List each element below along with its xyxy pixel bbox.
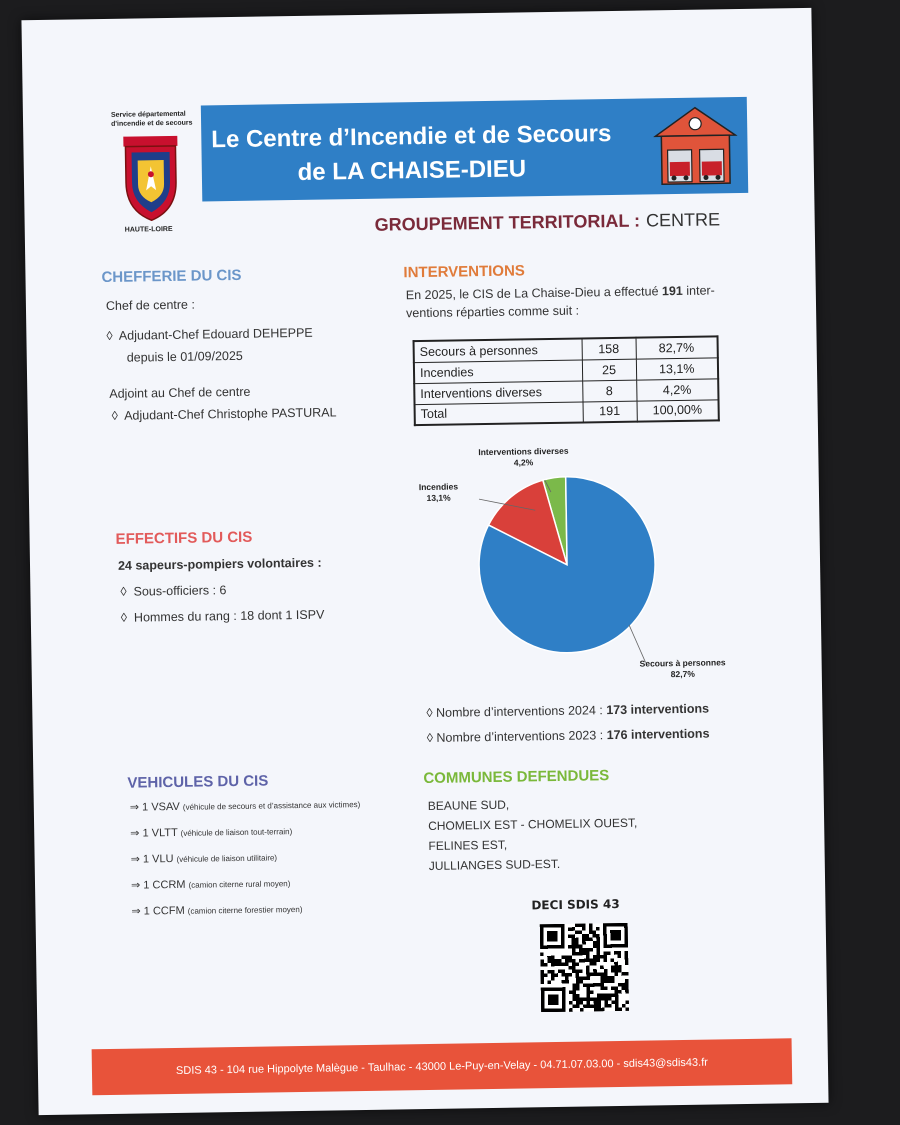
deci-label: DECI SDIS 43 [531,896,620,913]
commune-line: FELINES EST, [428,837,508,853]
vehicules-list [130,797,362,931]
pie-leader-lines [408,439,732,684]
history-2023 [427,725,710,747]
arrow-right-icon: ⇒ [130,879,141,892]
title-banner [201,97,748,202]
commune-line: CHOMELIX EST - CHOMELIX OUEST, [428,815,638,833]
chef-name: Adjudant-Chef Edouard DEHEPPE [118,325,313,343]
list-item [131,849,362,879]
fire-station-icon [653,105,738,186]
row-percent: 82,7% [636,336,718,358]
chef-entry [106,324,313,345]
org-line-2: d'incendie et de secours [111,119,193,128]
vehicules-title: VEHICULES DU CIS [127,772,269,792]
intro-prefix: En 2025, le CIS de La Chaise-Dieu a effectué [405,284,663,303]
effectifs-sous-officiers [120,581,226,601]
effectifs-title: EFFECTIFS DU CIS [115,528,253,548]
arrow-right-icon: ⇒ [130,853,140,866]
pie-category-label: Interventions diverses [478,445,569,458]
vehicle-desc: (véhicule de liaison tout-terrain) [180,827,293,838]
hommes-text: Hommes du rang : 18 dont 1 ISPV [133,607,325,625]
adjoint-label: Adjoint au Chef de centre [109,384,251,401]
history-2024 [426,700,709,722]
row-label: Interventions diverses [414,381,582,405]
vehicle-code: 1 CCRM [143,878,186,892]
diamond-bullet-icon: ◊ [120,584,127,599]
history-2024-label: Nombre d’interventions 2024 : [435,703,607,720]
row-count: 8 [582,380,636,402]
department-label: HAUTE-LOIRE [124,225,173,234]
pie-category-label: Secours à personnes [639,657,726,669]
row-percent: 4,2% [636,378,718,400]
flyer-page [21,8,828,1115]
pie-label-incendies [419,481,459,504]
arrow-right-icon: ⇒ [130,827,140,840]
org-caption [111,109,201,128]
row-count: 25 [582,359,636,381]
vehicle-code: 1 VLTT [142,826,178,840]
arrow-right-icon: ⇒ [129,801,140,814]
intro-suffix: inter- [682,283,715,298]
vehicle-desc: (camion citerne forestier moyen) [187,904,303,916]
title-line-2: de LA CHAISE-DIEU [297,155,527,186]
territorial-value: CENTRE [645,209,721,231]
vehicle-desc: (véhicule de secours et d’assistance aux victimes) [182,800,361,812]
row-percent: 13,1% [636,357,718,379]
effectifs-total: 24 sapeurs-pompiers volontaires : [117,555,322,573]
chef-since: depuis le 01/09/2025 [126,348,243,365]
list-item [130,797,361,827]
vehicle-desc: (camion citerne rural moyen) [188,879,291,890]
pie-value-label: 4,2% [513,457,534,468]
title-line-1: Le Centre d’Incendie et de Secours [211,120,612,154]
qr-code-image[interactable] [540,923,629,1012]
sdis-crest-logo [119,132,182,225]
commune-line: JULLIANGES SUD-EST. [428,856,561,873]
row-label: Incendies [414,360,582,384]
table-row [415,399,719,425]
chef-label: Chef de centre : [105,297,195,313]
list-item [131,875,362,905]
arrow-right-icon: ⇒ [131,905,141,918]
territorial-group [375,209,721,235]
row-percent: 100,00% [636,399,718,421]
row-label: Total [415,402,583,426]
adjoint-name: Adjudant-Chef Christophe PASTURAL [124,405,337,423]
diamond-bullet-icon: ◊ [426,705,433,720]
interventions-title: INTERVENTIONS [403,262,525,282]
history-2024-value: 173 interventions [606,701,710,718]
chefferie-title: CHEFFERIE DU CIS [101,266,242,287]
territorial-label: GROUPEMENT TERRITORIAL : [374,210,641,235]
org-line-1: Service départemental [110,110,186,119]
vehicle-code: 1 VSAV [142,800,180,814]
intro-line-2: ventions réparties comme suit : [405,303,580,321]
diamond-bullet-icon: ◊ [106,328,113,343]
diamond-bullet-icon: ◊ [120,610,128,625]
row-label: Secours à personnes [414,339,582,363]
diamond-bullet-icon: ◊ [111,408,118,423]
adjoint-entry [112,403,337,425]
communes-title: COMMUNES DEFENDUES [423,767,610,788]
sous-officiers-text: Sous-officiers : 6 [133,583,227,599]
effectifs-hommes [121,606,325,627]
row-count: 191 [583,401,637,423]
list-item [130,823,361,853]
vehicle-desc: (véhicule de liaison utilitaire) [176,853,278,864]
banner-title [201,117,622,192]
diamond-bullet-icon: ◊ [426,730,434,745]
pie-value-label: 82,7% [670,668,695,680]
pie-label-diverses [478,446,569,469]
pie-category-label: Incendies [418,481,459,493]
history-2023-label: Nombre d’interventions 2023 : [436,728,607,745]
vehicle-code: 1 CCFM [143,904,185,918]
interventions-intro [406,281,767,323]
history-2023-value: 176 interventions [606,726,710,743]
list-item [131,901,362,931]
commune-line: BEAUNE SUD, [427,797,510,813]
pie-value-label: 13,1% [426,492,451,503]
row-count: 158 [582,338,636,360]
intro-count: 191 [661,283,683,299]
footer-address-bar: SDIS 43 - 104 rue Hippolyte Malègue - Taulhac - 43000 Le-Puy-en-Velay - 04.71.07.03.00 - sdis43@sdis43.fr [92,1038,793,1095]
communes-list [428,793,638,876]
pie-label-secours [640,657,726,680]
vehicle-code: 1 VLU [142,852,174,866]
interventions-table [413,335,720,426]
